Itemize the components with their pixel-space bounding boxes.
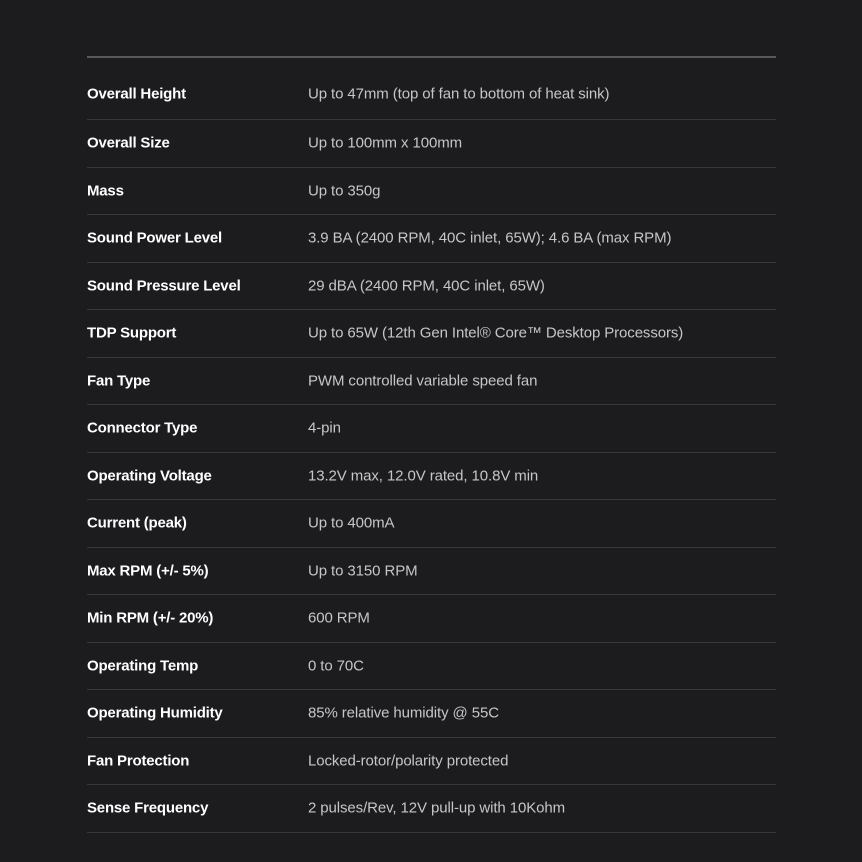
spec-value: Locked-rotor/polarity protected: [308, 752, 509, 770]
spec-value: Up to 47mm (top of fan to bottom of heat sink): [308, 85, 610, 103]
spec-label: Sense Frequency: [87, 799, 209, 817]
spec-value: Up to 350g: [308, 182, 381, 200]
table-row: [87, 738, 776, 786]
spec-label: Max RPM (+/- 5%): [87, 562, 209, 580]
spec-table: [87, 56, 776, 833]
spec-value: Up to 400mA: [308, 514, 395, 532]
spec-value: PWM controlled variable speed fan: [308, 372, 538, 390]
table-row: [87, 405, 776, 453]
table-row: [87, 215, 776, 263]
spec-label: Operating Humidity: [87, 704, 223, 722]
table-row: [87, 358, 776, 406]
spec-label: Overall Height: [87, 85, 186, 103]
spec-label: Fan Protection: [87, 752, 190, 770]
spec-label: Fan Type: [87, 372, 151, 390]
spec-label: TDP Support: [87, 324, 177, 342]
table-row: [87, 595, 776, 643]
spec-label: Mass: [87, 182, 124, 200]
table-row: [87, 168, 776, 216]
spec-value: Up to 100mm x 100mm: [308, 134, 462, 152]
spec-value: 3.9 BA (2400 RPM, 40C inlet, 65W); 4.6 BA (max RPM): [308, 229, 672, 247]
spec-label: Current (peak): [87, 514, 187, 532]
spec-label: Operating Temp: [87, 657, 199, 675]
spec-label: Connector Type: [87, 419, 198, 437]
spec-value: 2 pulses/Rev, 12V pull-up with 10Kohm: [308, 799, 565, 817]
spec-value: 13.2V max, 12.0V rated, 10.8V min: [308, 467, 539, 485]
table-row: [87, 785, 776, 833]
spec-value: 4-pin: [308, 419, 341, 437]
table-row: [87, 263, 776, 311]
spec-label: Sound Pressure Level: [87, 277, 241, 295]
table-row: [87, 690, 776, 738]
spec-value: 29 dBA (2400 RPM, 40C inlet, 65W): [308, 277, 545, 295]
spec-value: Up to 65W (12th Gen Intel® Core™ Desktop Processors): [308, 324, 684, 342]
spec-value: 0 to 70C: [308, 657, 364, 675]
spec-value: 85% relative humidity @ 55C: [308, 704, 499, 722]
spec-label: Operating Voltage: [87, 467, 212, 485]
table-row: [87, 120, 776, 168]
table-row: [87, 58, 776, 120]
spec-label: Sound Power Level: [87, 229, 222, 247]
table-row: [87, 500, 776, 548]
table-row: [87, 453, 776, 501]
spec-label: Min RPM (+/- 20%): [87, 609, 214, 627]
table-row: [87, 548, 776, 596]
spec-label: Overall Size: [87, 134, 170, 152]
spec-value: 600 RPM: [308, 609, 370, 627]
spec-value: Up to 3150 RPM: [308, 562, 418, 580]
table-row: [87, 310, 776, 358]
table-row: [87, 643, 776, 691]
